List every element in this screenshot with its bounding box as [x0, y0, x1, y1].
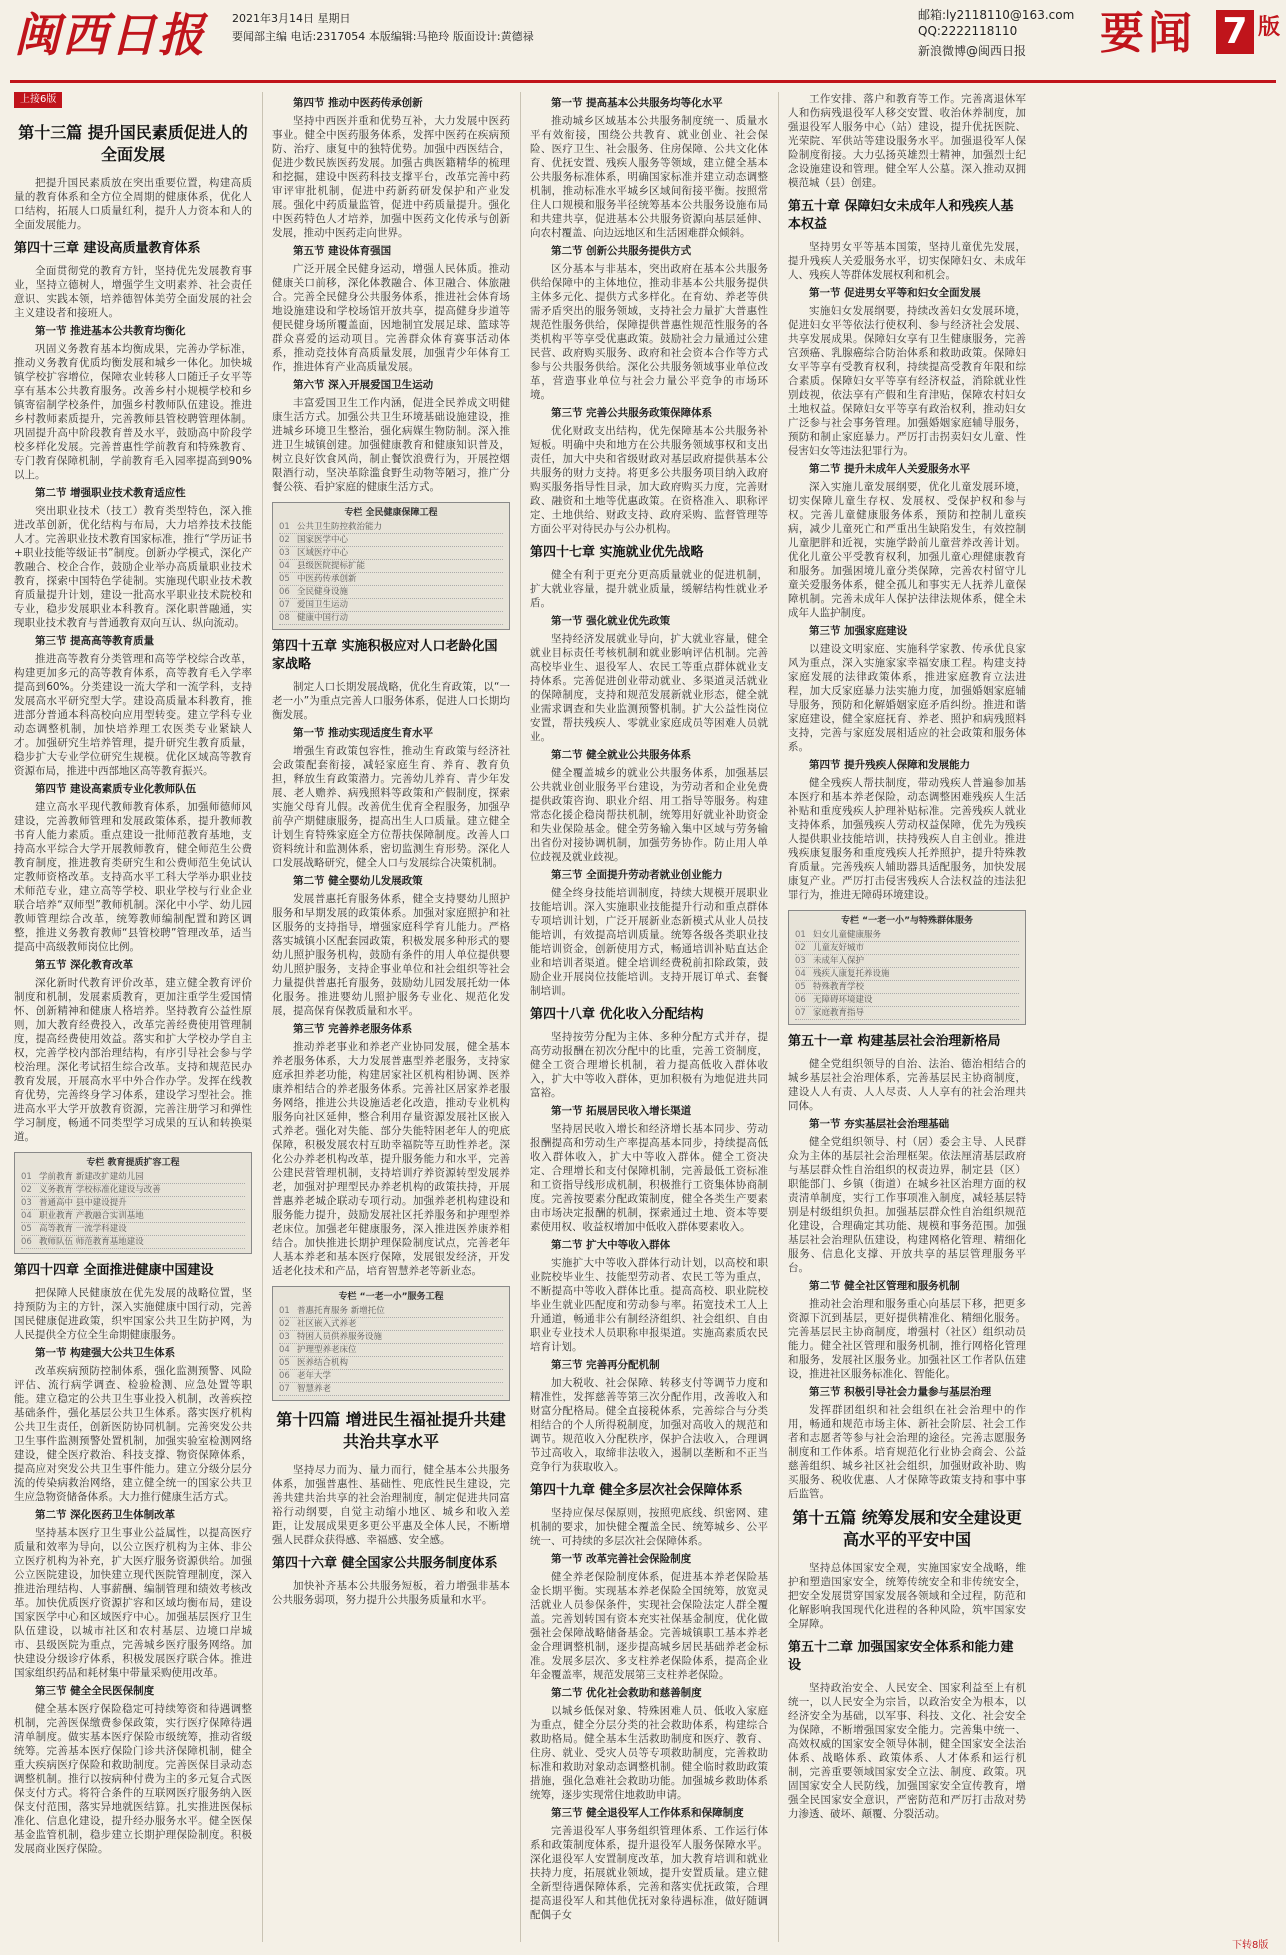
info-box-index: 03 — [21, 1198, 32, 1208]
info-box-text: 普惠托育服务 新增托位 — [297, 1306, 385, 1316]
paragraph: 增强生育政策包容性，推动生育政策与经济社会政策配套衔接，减轻家庭生育、养育、教育负担，释放生育政策潜力。完善幼儿养育、青少年发展、老人赡养、病残照料等政策和产假制度，探索实施父母育儿假。改善优生优育全程服务，加强孕前孕产期健康服务，提高出生人口质量。建立健全计划生育特殊家庭全方位帮扶保障制度。改善人口资料统计和监测体系，密切监测生育形势。深化人口发展战略研究，健全人口与发展综合决策机制。 — [272, 745, 510, 869]
section-heading: 第二节 提升未成年人关爱服务水平 — [809, 463, 971, 475]
info-box-text: 爱国卫生运动 — [297, 600, 349, 610]
info-box-row — [795, 968, 1019, 981]
info-box-index: 02 — [279, 535, 290, 545]
info-box-index: 04 — [279, 561, 290, 571]
info-box-text: 全民健身设施 — [297, 587, 349, 597]
paragraph: 建立高水平现代教师教育体系，加强师德师风建设，完善教师管理和发展政策体系，提升教师教书育人能力素质。重点建设一批师范教育基地，支持高水平综合大学开展教师教育，健全师范生公费教育制度，推进教育类研究生和公费师范生免试认定教师资格改革。支持高水平工科大学举办职业技术师范专业，建立高等学校、职业学校与行业企业联合培养“双师型”教师机制。深化中小学、幼儿园教师管理综合改革，统筹教师编制配置和跨区调整，推进义务教育教师“县管校聘”管理改革，适当提高中高级教师岗位比例。 — [14, 801, 252, 953]
section-heading: 第一节 推动实现适度生育水平 — [293, 727, 434, 739]
paragraph: 推动城乡区域基本公共服务制度统一、质量水平有效衔接，围绕公共教育、就业创业、社会保险、医疗卫生、社会服务、住房保障、公共文化体育、优抚安置、残疾人服务等领域，建立健全基本公共服务标准体系，明确国家标准并建立动态调整机制，推动标准水平城乡区域间衔接平衡。按照常住人口规模和服务半径统筹基本公共服务设施布局和共建共享，促进基本公共服务资源向基层延伸、向农村覆盖、向边远地区和生活困难群众倾斜。 — [530, 115, 768, 239]
info-box-text: 特殊教育学校 — [813, 982, 865, 992]
info-box-title: 专栏 全民健康保障工程 — [344, 508, 438, 518]
paragraph: 巩固义务教育基本均衡成果，完善办学标准，推动义务教育优质均衡发展和城乡一体化。加快城镇学校扩容增位，保障农业转移人口随迁子女平等享有基本公共教育服务。改善乡村小规模学校和乡镇寄宿制学校条件，加强乡村教师队伍建设。推进乡村教师素质提升，完善教师县管校聘管理体制。巩固提升高中阶段教育普及水平，鼓励高中阶段学校多样化发展。完善普惠性学前教育和特殊教育、专门教育保障机制，学前教育毛入园率提高到90%以上。 — [14, 343, 252, 481]
info-box-text: 义务教育 学校标准化建设与改善 — [39, 1185, 161, 1195]
section-heading: 第三节 加强家庭建设 — [809, 625, 908, 637]
info-box-text: 国家医学中心 — [297, 535, 349, 545]
info-box-text: 普通高中 县中建设提升 — [39, 1198, 127, 1208]
column-divider — [262, 92, 263, 1942]
page-suffix: 版 — [1258, 15, 1281, 40]
info-box-index: 05 — [279, 1358, 290, 1368]
section-heading: 第五节 建设体育强国 — [293, 245, 392, 257]
section-heading: 第三节 完善公共服务政策保障体系 — [551, 407, 713, 419]
paragraph: 突出职业技术（技工）教育类型特色，深入推进改革创新，优化结构与布局，大力培养技术技能人才。完善职业技术教育国家标准，推行“学历证书+职业技能等级证书”制度。创新办学模式，深化产教融合、校企合作，鼓励企业举办高质量职业技术教育，探索中国特色学徒制。实施现代职业技术教育质量提升计划，建设一批高水平职业技术院校和专业，稳步发展职业本科教育。深化职普融通，实现职业技术教育与普通教育双向互认、纵向流动。 — [14, 505, 252, 629]
paragraph: 制定人口长期发展战略，优化生育政策，以“一老一小”为重点完善人口服务体系，促进人口长期均衡发展。 — [272, 681, 510, 721]
info-box-row — [795, 942, 1019, 955]
info-box-index: 04 — [21, 1211, 32, 1221]
info-box-row — [279, 547, 503, 560]
paragraph: 坚持中西医并重和优势互补，大力发展中医药事业。健全中医药服务体系，发挥中医药在疾病预防、治疗、康复中的独特优势。加强中西医结合，促进少数民族医药发展。加强古典医籍精华的梳理和挖掘，建设中医药科技支撑平台，改革完善中药审评审批机制，促进中药新药研发保护和产业发展。强化中药质量监管，促进中药质量提升。强化中医药特色人才培养，加强中医药文化传承与创新发展，推动中医药走向世界。 — [272, 115, 510, 239]
info-box-text: 职业教育 产教融合实训基地 — [39, 1211, 144, 1221]
paragraph: 把提升国民素质放在突出重要位置，构建高质量的教育体系和全方位全周期的健康体系，优化人口结构，拓展人口质量红利，提升人力资本和人的全面发展能力。 — [14, 177, 252, 231]
info-box-text: 区域医疗中心 — [297, 548, 349, 558]
info-box-text: 医养结合机构 — [297, 1358, 349, 1368]
paragraph: 发挥群团组织和社会组织在社会治理中的作用，畅通和规范市场主体、新社会阶层、社会工作者和志愿者等参与社会治理的途径。完善志愿服务制度和工作体系。培育规范化行业协会商会、公益慈善组织、城乡社区社会组织，加强财政补助、购买服务、税收优惠、人才保障等政策支持和事中事后监管。 — [788, 1404, 1026, 1500]
info-box-row — [279, 560, 503, 573]
section-heading: 第三节 健全全民医保制度 — [35, 1685, 155, 1697]
info-box-index: 01 — [279, 522, 290, 532]
section-heading: 第一节 强化就业优先政策 — [551, 615, 671, 627]
continued-to-tag: 下转8版 — [1232, 1940, 1269, 1951]
paragraph: 坚持基本医疗卫生事业公益属性，以提高医疗质量和效率为导向，以公立医疗机构为主体、非公立医疗机构为补充，扩大医疗服务资源供给。加强公立医院建设，加快建立现代医院管理制度，深入推进治理结构、人事薪酬、编制管理和绩效考核改革。加快优质医疗资源扩容和区域均衡布局，建设国家医学中心和区域医疗中心。加强基层医疗卫生队伍建设，以城市社区和农村基层、边境口岸城市、县级医院为重点，完善城乡医疗服务网络。加快建设分级诊疗体系，积极发展医疗联合体。推进国家组织药品和耗材集中带量采购使用改革。 — [14, 1527, 252, 1679]
info-box-row — [279, 1370, 503, 1383]
info-box-row — [795, 994, 1019, 1007]
info-box-index: 02 — [21, 1185, 32, 1195]
info-box-row — [21, 1197, 245, 1210]
info-box-index: 05 — [795, 982, 806, 992]
chapter-title: 第五十二章 加强国家安全体系和能力建设 — [788, 1640, 1014, 1673]
info-box-row — [279, 1331, 503, 1344]
info-box-text: 健康中国行动 — [297, 613, 349, 623]
section-heading: 第一节 提高基本公共服务均等化水平 — [551, 97, 723, 109]
info-box-index: 08 — [279, 613, 290, 623]
paragraph: 坚持居民收入增长和经济增长基本同步、劳动报酬提高和劳动生产率提高基本同步，持续提高低收入群体收入，扩大中等收入群体。健全工资决定、合理增长和支付保障机制，完善最低工资标准和工资指导线形成机制，积极推行工资集体协商制度。完善按要素分配政策制度，健全各类生产要素由市场决定报酬的机制，探索通过土地、资本等要素使用权、收益权增加中低收入群体要素收入。 — [530, 1123, 768, 1233]
column-divider — [778, 92, 779, 1942]
info-box-text: 残疾人康复托养设施 — [813, 969, 890, 979]
paragraph: 坚持政治安全、人民安全、国家利益至上有机统一，以人民安全为宗旨，以政治安全为根本，以经济安全为基础，以军事、科技、文化、社会安全为保障，不断增强国家安全能力。完善集中统一、高效权威的国家安全领导体制，健全国家安全法治体系、战略体系、政策体系、人才体系和运行机制，完善重要领域国家安全立法、制度、政策。巩固国家安全人民防线，加强国家安全宣传教育，增强全民国家安全意识，严密防范和严厉打击敌对势力渗透、破坏、颠覆、分裂活动。 — [788, 1682, 1026, 1820]
info-box-row — [279, 534, 503, 547]
article-column-3 — [530, 92, 768, 1924]
info-box-title: 专栏 教育提质扩容工程 — [86, 1158, 180, 1168]
column-divider — [520, 92, 521, 1942]
paragraph: 区分基本与非基本，突出政府在基本公共服务供给保障中的主体地位，推动非基本公共服务提供主体多元化、提供方式多样化。在育幼、养老等供需矛盾突出的服务领域，支持社会力量扩大普惠性规范性服务供给，保障提供普惠性规范性服务的各类机构平等享受优惠政策。鼓励社会力量通过公建民营、政府购买服务、政府和社会资本合作等方式参与公共服务供给。深化公共服务领域事业单位改革，营造事业单位与社会力量公平竞争的市场环境。 — [530, 263, 768, 401]
section-heading: 第一节 促进男女平等和妇女全面发展 — [809, 287, 981, 299]
section-heading: 第二节 优化社会救助和慈善制度 — [551, 1687, 702, 1699]
info-box-row — [279, 1357, 503, 1370]
info-box-row — [21, 1171, 245, 1184]
newspaper-logo: 闽西日报 — [14, 8, 206, 62]
info-box-text: 高等教育 一流学科建设 — [39, 1224, 127, 1234]
section-title: 要闻 — [1100, 8, 1196, 59]
info-box-index: 07 — [279, 1384, 290, 1394]
paragraph: 健全党组织领导、村（居）委会主导、人民群众为主体的基层社会治理框架。依法厘清基层政府与基层群众性自治组织的权责边界，制定县（区）职能部门、乡镇（街道）在城乡社区治理方面的权责清单制度，实行工作事项准入制度，减轻基层特别是村级组织负担。加强基层群众性自治组织规范化建设，合理确定其功能、规模和事务范围。加强基层社会治理队伍建设，构建网格化管理、精细化服务、信息化支撑、开放共享的基层管理服务平台。 — [788, 1136, 1026, 1274]
contact-wechat: 新浪微博@闽西日报 — [918, 44, 1027, 58]
paragraph: 加快补齐基本公共服务短板，着力增强非基本公共服务弱项，努力提升公共服务质量和水平。 — [272, 1580, 510, 1606]
info-box-text: 智慧养老 — [297, 1384, 332, 1394]
section-heading: 第二节 增强职业技术教育适应性 — [35, 487, 186, 499]
info-box-row — [279, 521, 503, 534]
info-box-index: 07 — [795, 1008, 806, 1018]
chapter-title: 第四十九章 健全多层次社会保障体系 — [530, 1483, 743, 1498]
info-box-row — [279, 599, 503, 612]
section-heading: 第二节 创新公共服务提供方式 — [551, 245, 692, 257]
info-box-text: 特困人员供养服务设施 — [297, 1332, 383, 1342]
info-box-index: 03 — [279, 1332, 290, 1342]
editor-line: 要闻部主编 电话:2317054 本版编辑:马艳玲 版面设计:黄德禄 — [232, 30, 534, 43]
chapter-title: 第四十四章 全面推进健康中国建设 — [14, 1263, 214, 1278]
page-number: 7 — [1216, 10, 1254, 54]
section-heading: 第三节 健全退役军人工作体系和保障制度 — [551, 1807, 744, 1819]
info-box — [14, 1152, 252, 1254]
paragraph: 加大税收、社会保障、转移支付等调节力度和精准性，发挥慈善等第三次分配作用，改善收入和财富分配格局。健全直接税体系，完善综合与分类相结合的个人所得税制度，加强对高收入的规范和调节。规范收入分配秩序，保护合法收入，合理调节过高收入，取缔非法收入，遏制以垄断和不正当竞争行为获取收入。 — [530, 1377, 768, 1473]
info-box-row — [21, 1184, 245, 1197]
paragraph: 发展普惠托育服务体系，健全支持婴幼儿照护服务和早期发展的政策体系。加强对家庭照护和社区服务的支持指导，增强家庭科学育儿能力。严格落实城镇小区配套园政策，积极发展多种形式的婴幼儿照护服务机构，鼓励有条件的用人单位提供婴幼儿照护服务，支持企事业单位和社会组织等社会力量提供普惠托育服务，鼓励幼儿园发展托幼一体化服务。推进婴幼儿照护服务专业化、规范化发展，提高保育保教质量和水平。 — [272, 893, 510, 1017]
info-box — [272, 1286, 510, 1401]
info-box-row — [279, 612, 503, 625]
info-box-text: 护理型养老床位 — [297, 1345, 357, 1355]
section-heading: 第一节 推进基本公共教育均衡化 — [35, 325, 186, 337]
section-heading: 第三节 全面提升劳动者就业创业能力 — [551, 869, 723, 881]
section-heading: 第三节 完善养老服务体系 — [293, 1023, 413, 1035]
info-box-index: 01 — [21, 1172, 32, 1182]
section-heading: 第五节 深化教育改革 — [35, 959, 134, 971]
info-box-row — [279, 586, 503, 599]
chapter-title: 第四十七章 实施就业优先战略 — [530, 545, 704, 560]
paragraph: 健全养老保险制度体系，促进基本养老保险基金长期平衡。实现基本养老保险全国统筹，放宽灵活就业人员参保条件，实现社会保险法定人群全覆盖。完善划转国有资本充实社保基金制度，优化做强社会保障战略储备基金。完善城镇职工基本养老金合理调整机制，逐步提高城乡居民基础养老金标准。发展多层次、多支柱养老保险体系，提高企业年金覆盖率，规范发展第三支柱养老保险。 — [530, 1571, 768, 1681]
paragraph: 实施扩大中等收入群体行动计划，以高校和职业院校毕业生、技能型劳动者、农民工等为重点，不断提高中等收入群体比重。提高高校、职业院校毕业生就业匹配度和劳动参与率。拓宽技术工人上升通道，畅通非公有制经济组织、社会组织、自由职业专业技术人员职称申报渠道。实施高素质农民培育计划。 — [530, 1257, 768, 1353]
info-box-title: 专栏 “一老一小”服务工程 — [338, 1292, 444, 1302]
paragraph: 把保障人民健康放在优先发展的战略位置，坚持预防为主的方针，深入实施健康中国行动，完善国民健康促进政策，织牢国家公共卫生防护网，为人民提供全方位全生命期健康服务。 — [14, 1287, 252, 1341]
info-box-text: 家庭教育指导 — [813, 1008, 865, 1018]
info-box — [272, 502, 510, 630]
section-heading: 第一节 改革完善社会保险制度 — [551, 1553, 692, 1565]
section-heading: 第六节 深入开展爱国卫生运动 — [293, 379, 434, 391]
section-heading: 第二节 健全社区管理和服务机制 — [809, 1280, 960, 1292]
info-box-index: 07 — [279, 600, 290, 610]
paragraph: 健全有利于更充分更高质量就业的促进机制，扩大就业容量，提升就业质量，缓解结构性就业矛盾。 — [530, 569, 768, 609]
info-box-index: 03 — [279, 548, 290, 558]
paragraph: 以城乡低保对象、特殊困难人员、低收入家庭为重点，健全分层分类的社会救助体系，构建综合救助格局。健全基本生活救助制度和医疗、教育、住房、就业、受灾人员等专项救助制度，完善救助标准和救助对象动态调整机制。健全临时救助政策措施，强化急难社会救助功能。加强城乡救助体系统筹，逐步实现常住地救助申请。 — [530, 1705, 768, 1801]
chapter-title: 第五十章 保障妇女未成年人和残疾人基本权益 — [788, 199, 1014, 232]
paragraph: 坚持应保尽保原则，按照兜底线、织密网、建机制的要求，加快健全覆盖全民、统筹城乡、公平统一、可持续的多层次社会保障体系。 — [530, 1507, 768, 1547]
info-box-row — [795, 929, 1019, 942]
info-box-text: 公共卫生防控救治能力 — [297, 522, 383, 532]
info-box-text: 老年大学 — [297, 1371, 332, 1381]
paragraph: 健全终身技能培训制度，持续大规模开展职业技能培训。深入实施职业技能提升行动和重点群体专项培训计划，广泛开展新业态新模式从业人员技能培训，有效提高培训质量。统筹各级各类职业技能培训资金，创新使用方式，畅通培训补贴直达企业和培训者渠道。健全培训经费税前扣除政策，鼓励企业开展岗位技能培训。支持开展订单式、套餐制培训。 — [530, 887, 768, 997]
paragraph: 工作安排、落户和教育等工作。完善离退休军人和伤病残退役军人移交安置、收治休养制度，加强退役军人服务中心（站）建设，提升优抚医院、光荣院、军供站等建设服务水平。加强退役军人保险制度衔接。大力弘扬英雄烈士精神，加强烈士纪念设施建设和管理。健全军人公墓。深入推动双拥模范城（县）创建。 — [788, 93, 1026, 189]
part-title: 第十三篇 提升国民素质促进人的全面发展 — [18, 123, 248, 164]
article-column-1 — [14, 92, 252, 1858]
info-box-row — [279, 1344, 503, 1357]
section-heading: 第二节 深化医药卫生体制改革 — [35, 1509, 176, 1521]
info-box — [788, 910, 1026, 1025]
chapter-title: 第四十五章 实施积极应对人口老龄化国家战略 — [272, 639, 498, 672]
section-heading: 第三节 积极引导社会力量参与基层治理 — [809, 1386, 992, 1398]
header-rule — [10, 80, 1276, 83]
paragraph: 全面贯彻党的教育方针，坚持优先发展教育事业，坚持立德树人，增强学生文明素养、社会责任意识、实践本领，培养德智体美劳全面发展的社会主义建设者和接班人。 — [14, 265, 252, 319]
paragraph: 健全残疾人帮扶制度，带动残疾人普遍参加基本医疗和基本养老保险，动态调整困难残疾人生活补贴和重度残疾人护理补贴标准。完善残疾人就业支持体系，加强残疾人劳动权益保障，优先为残疾人提供职业技能培训，扶持残疾人自主创业。推进残疾康复服务和重度残疾人托养照护，提升特殊教育质量。完善残疾人辅助器具适配服务，加快发展康复产业。严厉打击侵害残疾人合法权益的违法犯罪行为，推进无障碍环境建设。 — [788, 777, 1026, 901]
section-heading: 第三节 提高高等教育质量 — [35, 635, 155, 647]
paragraph: 改革疾病预防控制体系，强化监测预警、风险评估、流行病学调查、检验检测、应急处置等职能。建立稳定的公共卫生事业投入机制，改善疾控基础条件，强化基层公共卫生体系。落实医疗机构公共卫生责任，创新医防协同机制。完善突发公共卫生事件监测预警处置机制，加强实验室检测网络建设，健全医疗救治、科技支撑、物资保障体系，提高应对突发公共卫生事件能力。建立分级分层分流的传染病救治网络，建立健全统一的国家公共卫生应急物资储备体系。大力推行健康生活方式。 — [14, 1365, 252, 1503]
info-box-row — [795, 1007, 1019, 1020]
info-box-index: 05 — [21, 1224, 32, 1234]
section-heading: 第四节 推动中医药传承创新 — [293, 97, 423, 109]
paragraph: 推进高等教育分类管理和高等学校综合改革，构建更加多元的高等教育体系，高等教育毛入学率提高到60%。分类建设一流大学和一流学科，支持发展高水平研究型大学。建设高质量本科教育，推进部分普通本科高校向应用型转变。建立学科专业动态调整机制，加快培养理工农医类专业紧缺人才。加强研究生培养管理，提升研究生教育质量，稳步扩大专业学位研究生规模。优化区域高等教育资源布局，推进中西部地区高等教育振兴。 — [14, 653, 252, 777]
paragraph: 坚持按劳分配为主体、多种分配方式并存，提高劳动报酬在初次分配中的比重，完善工资制度，健全工资合理增长机制，着力提高低收入群体收入，扩大中等收入群体，更加积极有为地促进共同富裕。 — [530, 1031, 768, 1099]
info-box-text: 教师队伍 师范教育基地建设 — [39, 1237, 144, 1247]
section-heading: 第四节 提升残疾人保障和发展能力 — [809, 759, 971, 771]
paragraph: 坚持经济发展就业导向，扩大就业容量，健全就业目标责任考核机制和就业影响评估机制。完善高校毕业生、退役军人、农民工等重点群体就业支持体系。完善促进创业带动就业、多渠道灵活就业的保障制度，支持和规范发展新就业形态，健全就业需求调查和失业监测预警机制。扩大公益性岗位安置，帮扶残疾人、零就业家庭成员等困难人员就业。 — [530, 633, 768, 743]
section-heading: 第二节 扩大中等收入群体 — [551, 1239, 671, 1251]
paragraph: 推动社会治理和服务重心向基层下移，把更多资源下沉到基层，更好提供精准化、精细化服务。完善基层民主协商制度，增强村（社区）组织动员能力。健全社区管理和服务机制，推行网格化管理和服务，发展社区服务业。加强社区工作者队伍建设，推进社区服务标准化、智能化。 — [788, 1298, 1026, 1380]
info-box-text: 未成年人保护 — [813, 956, 865, 966]
chapter-title: 第四十八章 优化收入分配结构 — [530, 1007, 704, 1022]
info-box-text: 妇女儿童健康服务 — [813, 930, 882, 940]
info-box-text: 儿童友好城市 — [813, 943, 865, 953]
section-heading: 第一节 拓展居民收入增长渠道 — [551, 1105, 692, 1117]
contact-email: 邮箱:ly2118110@163.com — [918, 8, 1075, 22]
section-heading: 第二节 健全就业公共服务体系 — [551, 749, 692, 761]
info-box-index: 01 — [795, 930, 806, 940]
info-box-index: 04 — [279, 1345, 290, 1355]
chapter-title: 第四十三章 建设高质量教育体系 — [14, 241, 201, 256]
info-box-index: 02 — [279, 1319, 290, 1329]
paragraph: 坚持男女平等基本国策，坚持儿童优先发展，提升残疾人关爱服务水平，切实保障妇女、未成年人、残疾人等群体发展权利和机会。 — [788, 241, 1026, 281]
paragraph: 健全党组织领导的自治、法治、德治相结合的城乡基层社会治理体系，完善基层民主协商制度，建设人人有责、人人尽责、人人享有的社会治理共同体。 — [788, 1058, 1026, 1112]
info-box-index: 06 — [279, 1371, 290, 1381]
section-heading: 第三节 完善再分配机制 — [551, 1359, 660, 1371]
continued-from-tag: 上接6版 — [14, 92, 62, 108]
info-box-row — [21, 1236, 245, 1249]
paragraph: 深入实施儿童发展纲要，优化儿童发展环境，切实保障儿童生存权、发展权、受保护权和参与权。完善儿童健康服务体系，预防和控制儿童疾病，减少儿童死亡和严重出生缺陷发生，有效控制儿童肥胖和近视，实施学龄前儿童营养改善计划。优化儿童公平受教育权利，加强儿童心理健康教育和服务。加强困境儿童分类保障，完善农村留守儿童关爱服务体系，健全孤儿和事实无人抚养儿童保障机制。完善未成年人保护法律法规体系，健全未成年人监护制度。 — [788, 481, 1026, 619]
paragraph: 以建设文明家庭、实施科学家教、传承优良家风为重点，深入实施家家幸福安康工程。构建支持家庭发展的法律政策体系，推进家庭教育立法进程，加大反家庭暴力法实施力度，加强婚姻家庭辅导服务，预防和化解婚姻家庭矛盾纠纷。推进和谐家庭建设，健全家庭抚育、养老、照护和病残照料支持，完善与家庭发展相适应的社会政策和服务体系。 — [788, 643, 1026, 753]
info-box-row — [795, 981, 1019, 994]
paragraph: 广泛开展全民健身运动，增强人民体质。推动健康关口前移，深化体教融合、体卫融合、体旅融合。完善全民健身公共服务体系，推进社会体育场地设施建设和学校场馆开放共享，提高健身步道等便民健身场所覆盖面，因地制宜发展足球、篮球等群众喜爱的运动项目。完善群众体育赛事活动体系，推动竞技体育高质量发展，加强青少年体育工作，推进体育产业高质量发展。 — [272, 263, 510, 373]
info-box-index: 06 — [795, 995, 806, 1005]
info-box-index: 04 — [795, 969, 806, 979]
info-box-text: 社区嵌入式养老 — [297, 1319, 357, 1329]
masthead — [0, 0, 1286, 80]
contact-qq: QQ:2222118110 — [918, 24, 1018, 38]
info-box-text: 县级医院提标扩能 — [297, 561, 366, 571]
info-box-row — [279, 1318, 503, 1331]
chapter-title: 第五十一章 构建基层社会治理新格局 — [788, 1034, 1001, 1049]
info-box-index: 06 — [279, 587, 290, 597]
info-box-row — [279, 1383, 503, 1396]
info-box-text: 中医药传承创新 — [297, 574, 357, 584]
paragraph: 优化财政支出结构，优先保障基本公共服务补短板。明确中央和地方在公共服务领域事权和支出责任，加大中央和省级财政对基层政府提供基本公共服务的财力支持。将更多公共服务项目纳入政府购买服务指导性目录，加大政府购买力度，完善财政、融资和土地等优惠政策。在资格准入、职称评定、土地供给、财政支持、政府采购、监督管理等方面公平对待民办与公办机构。 — [530, 425, 768, 535]
info-box-index: 05 — [279, 574, 290, 584]
info-box-title: 专栏 “一老一小”与特殊群体服务 — [841, 916, 973, 926]
paragraph: 健全基本医疗保险稳定可持续筹资和待遇调整机制，完善医保缴费参保政策，实行医疗保障待遇清单制度。做实基本医疗保险市级统筹，推动省级统筹。完善基本医疗保险门诊共济保障机制，健全重大疾病医疗保险和救助制度。完善医保目录动态调整机制。推行以按病种付费为主的多元复合式医保支付方式。将符合条件的互联网医疗服务纳入医保支付范围，落实异地就医结算。扎实推进医保标准化、信息化建设，提升经办服务水平。健全医保基金监管机制，稳步建立长期护理保险制度。积极发展商业医疗保险。 — [14, 1703, 252, 1855]
part-title: 第十五篇 统筹发展和安全建设更高水平的平安中国 — [792, 1508, 1022, 1549]
section-heading: 第一节 夯实基层社会治理基础 — [809, 1118, 950, 1130]
paragraph: 坚持尽力而为、量力而行，健全基本公共服务体系，加强普惠性、基础性、兜底性民生建设，完善共建共治共享的社会治理制度，制定促进共同富裕行动纲要，自觉主动缩小地区、城乡和收入差距，让发展成果更多更公平惠及全体人民，不断增强人民群众获得感、幸福感、安全感。 — [272, 1464, 510, 1546]
info-box-row — [795, 955, 1019, 968]
paragraph: 深化新时代教育评价改革，建立健全教育评价制度和机制，发展素质教育，更加注重学生爱国情怀、创新精神和健康人格培养。坚持教育公益性原则，加大教育经费投入，改革完善经费使用管理制度，提高经费使用效益。落实和扩大学校办学自主权，完善学校内部治理结构，有序引导社会参与学校治理。深化考试招生综合改革。支持和规范民办教育发展，开展高水平中外合作办学。发挥在线教育优势，完善终身学习体系，建设学习型社会。推进高水平大学开放教育资源，完善注册学习和弹性学习制度，畅通不同类型学习成果的互认和转换渠道。 — [14, 977, 252, 1143]
paragraph: 推动养老事业和养老产业协同发展，健全基本养老服务体系，大力发展普惠型养老服务，支持家庭承担养老功能，构建居家社区机构相协调、医养康养相结合的养老服务体系。完善社区居家养老服务网络，推进公共设施适老化改造，推动专业机构服务向社区延伸，整合利用存量资源发展社区嵌入式养老。强化对失能、部分失能特困老年人的兜底保障，积极发展农村互助幸福院等互助性养老。深化公办养老机构改革，提升服务能力和水平，完善公建民营管理机制，支持培训疗养资源转型发展养老，加强对护理型民办养老机构的政策扶持，开展普惠养老城企联动专项行动。加强养老机构建设和服务能力提升，鼓励发展社区托养服务和护理型养老床位。加强老年健康服务，深入推进医养康养相结合。加快推进长期护理保险制度试点，完善老年人基本养老和基本医疗保障，发展银发经济，开发适老化技术和产品，培育智慧养老等新业态。 — [272, 1041, 510, 1277]
info-box-row — [21, 1210, 245, 1223]
chapter-title: 第四十六章 健全国家公共服务制度体系 — [272, 1556, 498, 1571]
info-box-index: 02 — [795, 943, 806, 953]
section-heading: 第四节 建设高素质专业化教师队伍 — [35, 783, 197, 795]
info-box-index: 01 — [279, 1306, 290, 1316]
paragraph: 完善退役军人事务组织管理体系、工作运行体系和政策制度体系，提升退役军人服务保障水平。深化退役军人安置制度改革，加大教育培训和就业扶持力度，拓展就业领域，提升安置质量。建立健全新型待遇保障体系，完善和落实优抚政策，合理提高退役军人和其他优抚对象待遇标准，做好随调配偶子女 — [530, 1825, 768, 1921]
paragraph: 丰富爱国卫生工作内涵，促进全民养成文明健康生活方式。加强公共卫生环境基础设施建设，推进城乡环境卫生整治，强化病媒生物防制。深入推进卫生城镇创建。加强健康教育和健康知识普及，树立良好饮食风尚，制止餐饮浪费行为，开展控烟限酒行动，坚决革除滥食野生动物等陋习，推广分餐公筷、看护家庭的健康生活方式。 — [272, 397, 510, 493]
info-box-row — [21, 1223, 245, 1236]
paragraph: 健全覆盖城乡的就业公共服务体系，加强基层公共就业创业服务平台建设，为劳动者和企业免费提供政策咨询、职业介绍、用工指导等服务。构建常态化援企稳岗帮扶机制，统筹用好就业补助资金和失业保险基金。健全劳务输入集中区域与劳务输出省份对接协调机制，加强劳务协作。防止用人单位歧视及就业歧视。 — [530, 767, 768, 863]
part-title: 第十四篇 增进民生福祉提升共建共治共享水平 — [276, 1410, 506, 1451]
date-line: 2021年3月14日 星期日 — [232, 12, 351, 25]
article-column-4 — [788, 92, 1026, 1823]
info-box-row — [279, 573, 503, 586]
section-heading: 第一节 构建强大公共卫生体系 — [35, 1347, 176, 1359]
article-column-2 — [272, 92, 510, 1609]
info-box-index: 06 — [21, 1237, 32, 1247]
info-box-text: 学前教育 新建改扩建幼儿园 — [39, 1172, 144, 1182]
info-box-text: 无障碍环境建设 — [813, 995, 873, 1005]
info-box-index: 03 — [795, 956, 806, 966]
paragraph: 实施妇女发展纲要，持续改善妇女发展环境，促进妇女平等依法行使权利、参与经济社会发展、共享发展成果。保障妇女享有卫生健康服务，完善宫颈癌、乳腺癌综合防治体系和救助政策。保障妇女平等享有受教育权利，持续提高受教育年限和综合素质。保障妇女平等享有经济权益，消除就业性别歧视，依法享有产假和生育津贴，保障农村妇女土地权益。保障妇女平等享有政治权利，推动妇女广泛参与社会事务管理。加强婚姻家庭辅导服务，预防和制止家庭暴力。严厉打击拐卖妇女儿童、性侵害妇女等违法犯罪行为。 — [788, 305, 1026, 457]
section-heading: 第二节 健全婴幼儿发展政策 — [293, 875, 423, 887]
paragraph: 坚持总体国家安全观，实施国家安全战略，维护和塑造国家安全，统筹传统安全和非传统安全，把安全发展贯穿国家发展各领域和全过程，防范和化解影响我国现代化进程的各种风险，筑牢国家安全屏障。 — [788, 1562, 1026, 1630]
info-box-row — [279, 1305, 503, 1318]
